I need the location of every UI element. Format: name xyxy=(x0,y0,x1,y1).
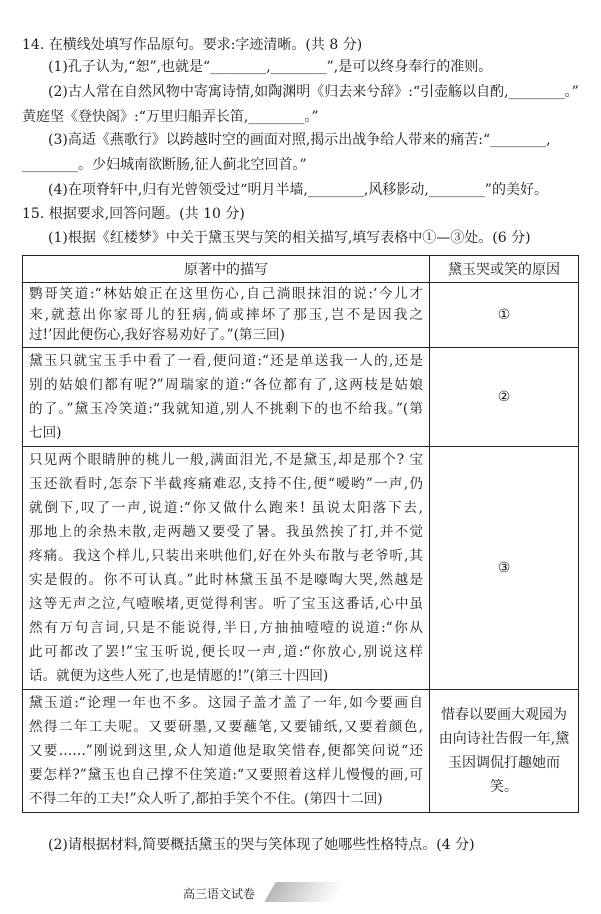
table-row xyxy=(23,446,579,689)
header-reason: 黛玉哭或笑的原因 xyxy=(430,256,579,283)
description-line: 玉还欲看时,怎奈下半截疼痛难忍,支持不住,便“嗳哟”一声,仍 xyxy=(29,475,423,492)
q15-title: 15. 根据要求,回答问题。(共 10 分) xyxy=(22,206,245,222)
q14-item2: (2)古人常在自然风物中寄寓诗情,如陶渊明《归去来兮辞》:“引壶觞以自酌,________。” xyxy=(48,84,579,100)
q14-item3: (3)高适《燕歌行》以跨越时空的画面对照,揭示出战争给人带来的痛苦:“________, xyxy=(48,132,551,148)
table-row xyxy=(23,347,579,446)
description-line: 黛玉道:“论理一年也不多。这园子盖才盖了一年,如今要画自 xyxy=(29,694,423,711)
description-line: 七回) xyxy=(29,424,62,441)
reason-line: 由向诗社告假一年,黛 xyxy=(438,730,570,747)
description-line: 的了。”黛玉冷笑道:“我就知道,别人不挑剩下的也不给我。”(第 xyxy=(29,400,423,417)
q14-title: 14. 在横线处填写作品原句。要求:字迹清晰。(共 8 分) xyxy=(22,37,363,53)
scan-smudge xyxy=(264,882,346,902)
description-cell xyxy=(23,446,430,689)
description-line: 然有万句言词,只是不能说得,半日,方抽抽噎噎的说道:“你从 xyxy=(29,619,423,636)
reason-cell xyxy=(430,446,579,689)
q14-item3-cont: ________。少妇城南欲断肠,征人蓟北空回首。” xyxy=(22,157,307,173)
reason-line: ③ xyxy=(497,559,511,576)
reason-line: 惜春以要画大观园为 xyxy=(441,706,567,723)
description-line: 要怎样?”黛玉也自己撑不住笑道:“又要照着这样儿慢慢的画,可 xyxy=(29,766,423,783)
description-line: 此可都改了罢!”宝玉听说,便长叹一声,道:“你放心,别说这样 xyxy=(29,643,423,660)
description-line: 来,就惹出你家哥儿的狂病,倘或摔坏了那玉,岂不是因我之 xyxy=(29,306,423,323)
description-line: 又要……”刚说到这里,众人知道他是取笑惜春,便都笑问说“还 xyxy=(29,742,423,759)
description-line: 别的姑娘们都有呢?”周瑞家的道:“各位都有了,这两枝是姑娘 xyxy=(29,376,423,393)
page-footer: 高三语文试卷 xyxy=(183,887,256,901)
description-line: 实是假的。你不可认真。”此时林黛玉虽不是嚎啕大哭,然越是 xyxy=(29,571,423,588)
reason-cell xyxy=(430,347,579,446)
table-row xyxy=(23,283,579,348)
description-line: 不得二年的工夫!”众人听了,都拍手笑个不住。(第四十二回) xyxy=(29,790,383,807)
description-line: 只见两个眼睛肿的桃儿一般,满面泪光,不是黛玉,却是那个? 宝 xyxy=(29,451,423,468)
description-line: 鹦哥笑道:“林姑娘正在这里伤心,自己淌眼抹泪的说:‘今儿才 xyxy=(29,286,423,302)
description-line: 这等无声之泣,气噎喉堵,更觉得利害。听了宝玉这番话,心中虽 xyxy=(29,595,423,612)
q15-item1: (1)根据《红楼梦》中关于黛玉哭与笑的相关描写,填写表格中①—③处。(6 分) xyxy=(48,230,531,246)
daiyu-table xyxy=(22,255,579,813)
description-line: 然得二年工夫呢。又要研墨,又要蘸笔,又要铺纸,又要着颜色, xyxy=(29,718,423,735)
reason-line: ① xyxy=(497,306,511,323)
description-cell xyxy=(23,689,430,812)
q15-item2: (2)请根据材料,简要概括黛玉的哭与笑体现了她哪些性格特点。(4 分) xyxy=(48,837,475,853)
table-row xyxy=(23,689,579,812)
description-cell xyxy=(23,283,430,348)
q14-item2-cont: 黄庭坚《登快阁》:“万里归船弄长笛,________。” xyxy=(22,109,319,125)
description-line: 过!’因此便伤心,我好容易劝好了。”(第三回) xyxy=(29,327,285,343)
reason-cell xyxy=(430,689,579,812)
reason-line: 玉因调侃打趣她而笑。 xyxy=(448,754,560,795)
reason-line: ② xyxy=(497,388,511,405)
description-line: 那地上的余热未散,走两趟又要受了暑。我虽然挨了打,并不觉 xyxy=(29,523,423,540)
q14-item4: (4)在项脊轩中,归有光曾领受过“明月半墙,________,风移影动,________”的美好。 xyxy=(48,182,548,198)
q14-item1: (1)孔子认为,“恕”,也就是“________,________”,是可以终身奉行的准则。 xyxy=(48,59,493,75)
description-cell xyxy=(23,347,430,446)
description-line: 黛玉只就宝玉手中看了一看,便问道:“还是单送我一人的,还是 xyxy=(29,352,423,369)
reason-cell xyxy=(430,283,579,348)
description-line: 就倒下,叹了一声,说道:“你又做什么跑来! 虽说太阳落下去, xyxy=(29,499,423,516)
header-description: 原著中的描写 xyxy=(23,256,430,283)
description-line: 疼痛。我这个样儿,只装出来哄他们,好在外头布散与老爷听,其 xyxy=(29,547,423,564)
description-line: 话。就便为这些人死了,也是情愿的!”(第三十四回) xyxy=(29,667,329,684)
